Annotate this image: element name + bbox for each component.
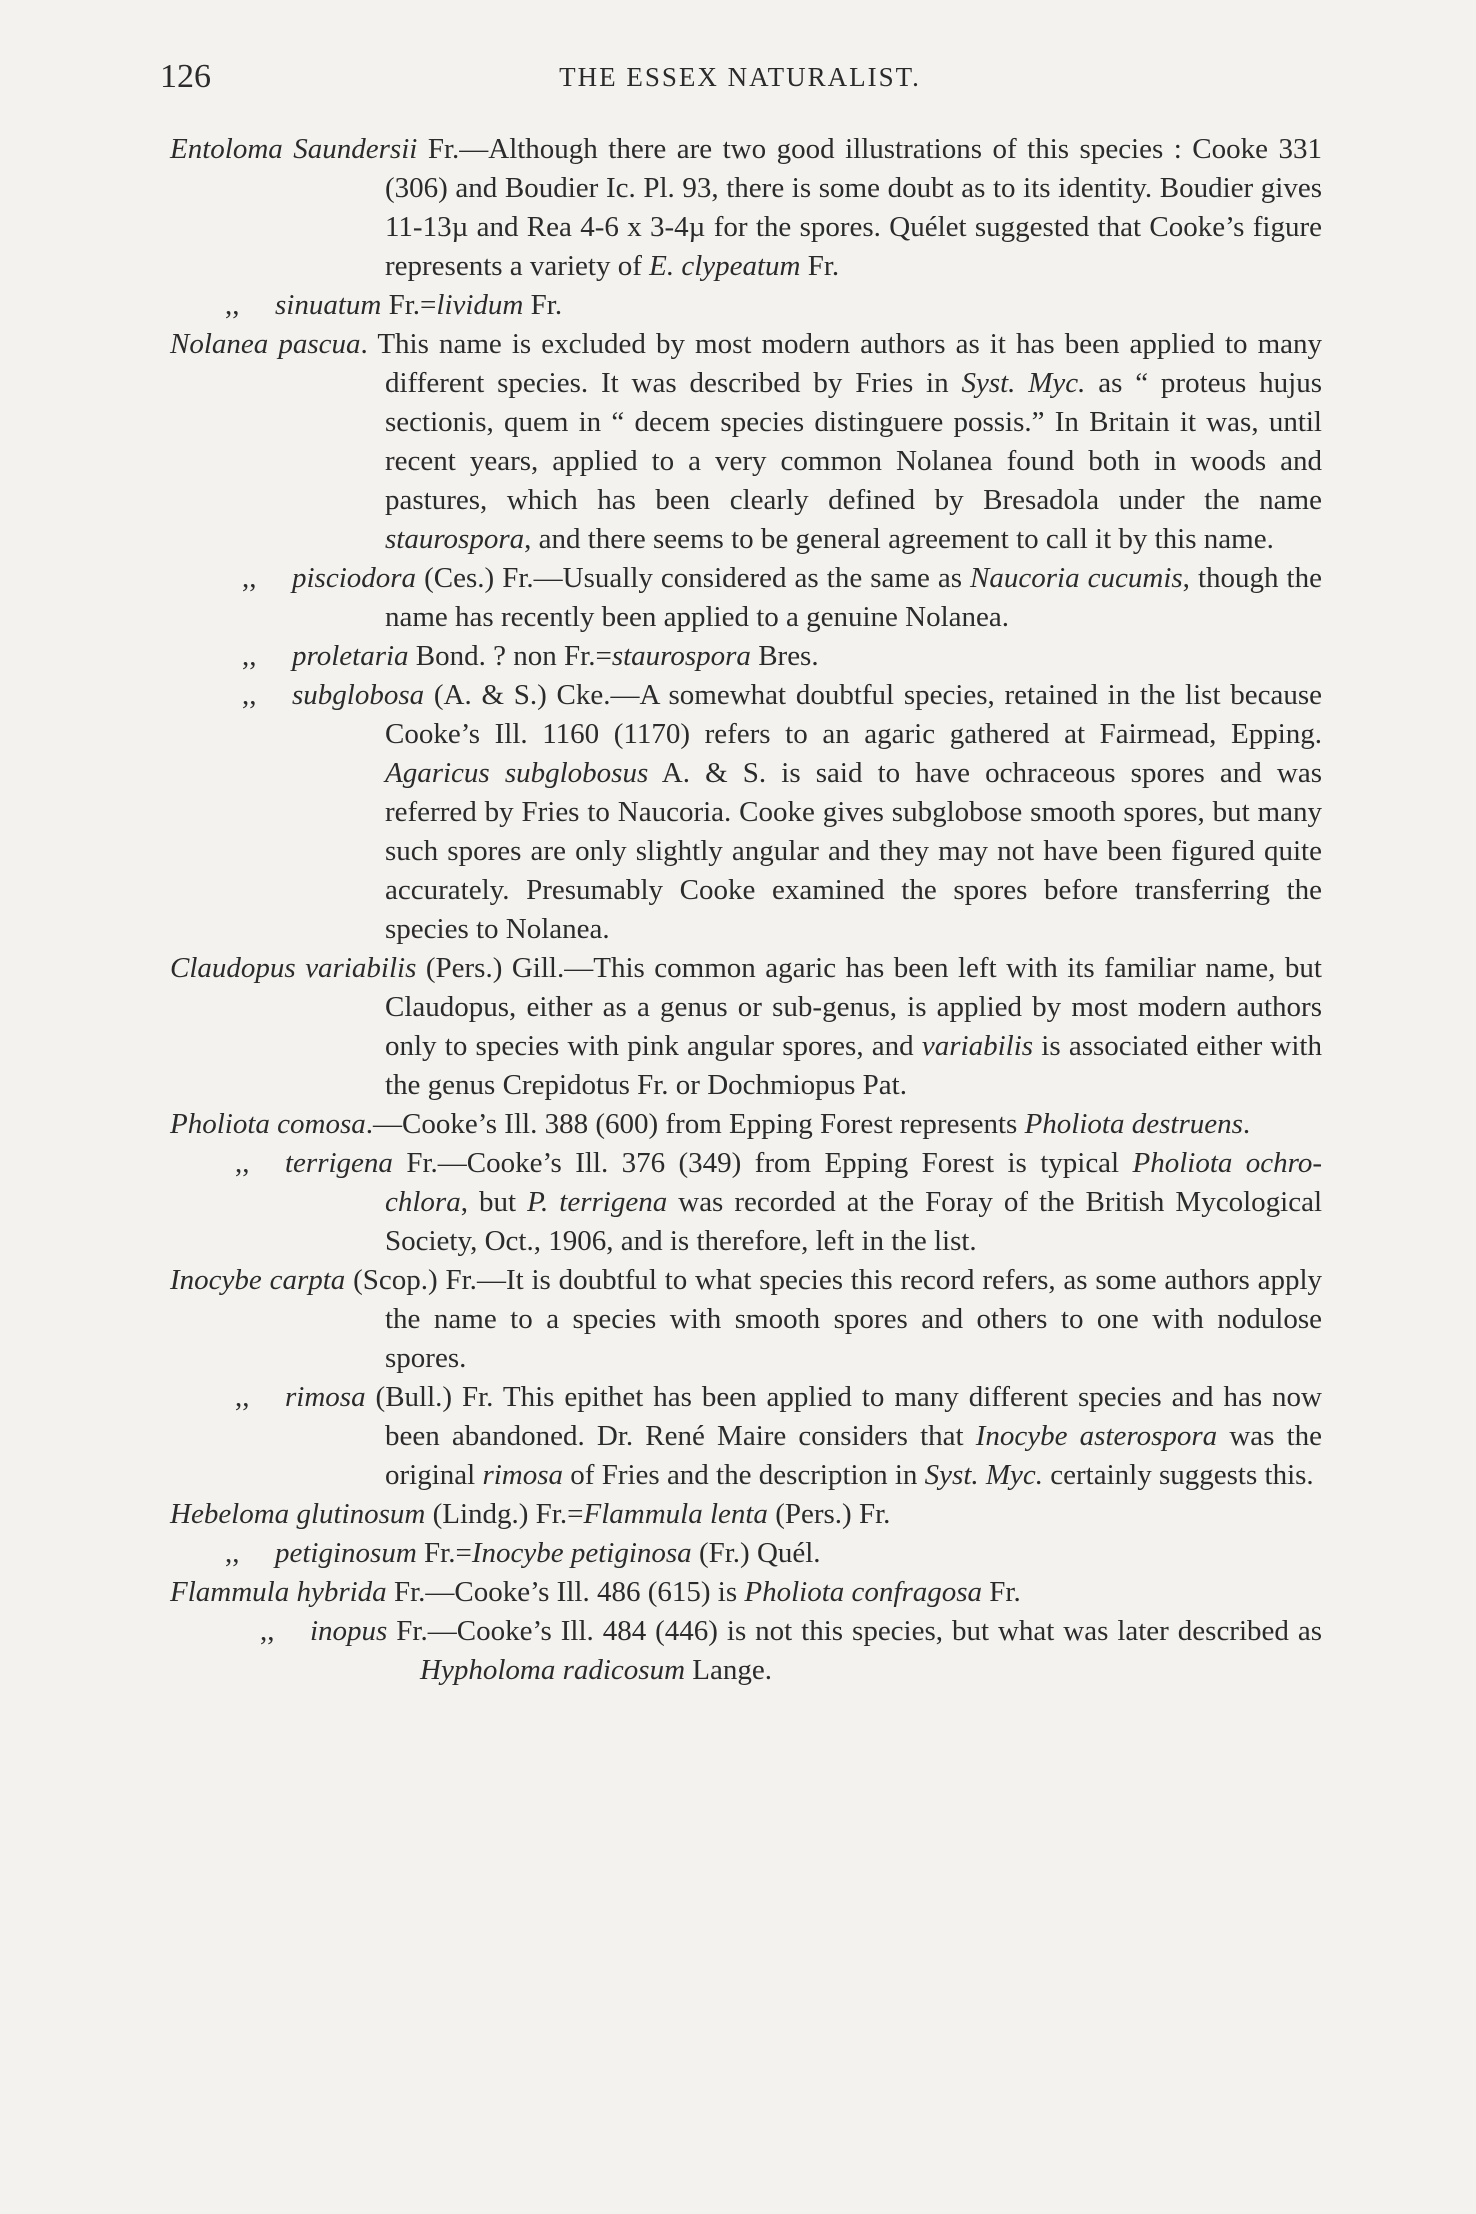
entry-pholiota-comosa <box>170 1105 1322 1144</box>
authority: (Scop.) Fr. <box>353 1264 477 1296</box>
authority: (Pers.) Gill. <box>425 952 565 984</box>
ditto-mark: ,, <box>242 562 257 594</box>
species-name: terrigena <box>285 1147 393 1179</box>
entry-claudopus-variabilis <box>170 949 1322 1105</box>
italic-name: Pholiota confragosa <box>744 1576 983 1608</box>
entry-text: —Although there are two good illustrations of this species : Cooke 331 (306) and Boudier Ic. Pl. 93, there is some doubt as to its identity. Boudier gives 11-13µ and Rea 4-6 x 3-4µ for the spores. Quélet suggested that Cooke’s figure represents a variety of <box>385 133 1322 282</box>
italic-name: Naucoria cucumis <box>970 562 1183 594</box>
entry-text: Fr. <box>523 289 563 321</box>
genus-name: Inocybe <box>170 1264 262 1296</box>
species-name: Saundersii <box>293 133 418 165</box>
entry-text: = <box>595 640 612 672</box>
species-name: pisciodora <box>292 562 417 594</box>
entry-entoloma-saundersii <box>170 130 1322 286</box>
entry-text: = <box>567 1498 584 1530</box>
italic-name: Pholiota ochro-chlora <box>385 1147 1323 1218</box>
italic-name: Pholiota destruens <box>1024 1108 1243 1140</box>
italic-name: Hypholoma radicosum <box>420 1654 686 1686</box>
entry-text: .—Cooke’s Ill. 388 (600) from Epping Forest represents <box>365 1108 1025 1140</box>
ditto-mark: ,, <box>260 1615 275 1647</box>
entry-nolanea-pascua <box>170 325 1322 559</box>
entry-text: . <box>1242 1108 1251 1140</box>
italic-name: Agaricus subglobosus <box>385 757 649 789</box>
species-name: proletaria <box>292 640 409 672</box>
authority: Fr. <box>406 1147 438 1179</box>
authority: Fr. <box>396 1615 428 1647</box>
entry-text: , though the name has recently been applied to a genuine Nolanea. <box>385 562 1322 633</box>
italic-name: staurospora <box>611 640 751 672</box>
entry-text: —Cooke’s Ill. 376 (349) from Epping Forest is typical <box>437 1147 1133 1179</box>
italic-name: staurospora <box>385 523 525 555</box>
species-name: rimosa <box>285 1381 366 1413</box>
entry-entoloma-sinuatum <box>170 286 1322 325</box>
species-name: inopus <box>310 1615 388 1647</box>
italic-name: rimosa <box>482 1459 564 1491</box>
authority: (Ces.) Fr. <box>424 562 534 594</box>
entry-text: —Cooke’s Ill. 484 (446) is not this species, but what was later described as <box>427 1615 1322 1647</box>
entry-text: A. & S. is said to have ochraceous spores and was referred by Fries to Naucoria. Cooke gives subglobose smooth spores, but many such spores are only slightly angular and they may not have been figured quite accurately. Presumably Cooke examined the spores before transferring the species to Nolanea. <box>385 757 1322 945</box>
entry-text: This epithet has been applied to many different species and has now been abandoned. Dr. René Maire considers that <box>385 1381 1322 1452</box>
entry-text: (Pers.) Fr. <box>767 1498 891 1530</box>
ditto-mark: ,, <box>235 1147 250 1179</box>
authority: Bond. ? non Fr. <box>415 640 596 672</box>
genus-name: Nolanea <box>170 328 269 360</box>
entry-text: —Cooke’s Ill. 486 (615) is <box>425 1576 745 1608</box>
species-name: subglobosa <box>292 679 425 711</box>
page-number: 126 <box>160 58 211 95</box>
authority: (A. & S.) Cke. <box>433 679 611 711</box>
entry-text: is associated either with the genus Crepidotus Fr. or Dochmiopus Pat. <box>385 1030 1322 1101</box>
species-name: carpta <box>269 1264 346 1296</box>
italic-name: variabilis <box>921 1030 1034 1062</box>
authority: (Lindg.) Fr. <box>432 1498 568 1530</box>
italic-name: Inocybe asterospora <box>975 1420 1218 1452</box>
entry-inocybe-carpta <box>170 1261 1322 1378</box>
entry-text: —This common agaric has been left with its familiar name, but Claudopus, either as a genus or sub-genus, is applied by most modern authors only to species with pink angular spores, and <box>385 952 1322 1062</box>
entry-nolanea-pisciodora <box>170 559 1322 637</box>
entry-text: as “ proteus hujus sectionis, quem in “ decem species distinguere possis.” In Britain it was, until recent years, applied to a very common Nolanea found both in woods and pastures, which has been clearly defined by Bresadola under the name <box>385 367 1322 516</box>
entry-inocybe-rimosa <box>170 1378 1322 1495</box>
entry-text: , but <box>460 1186 528 1218</box>
italic-name: P. terrigena <box>527 1186 668 1218</box>
entry-hebeloma-glutinosum <box>170 1495 1322 1534</box>
authority: Fr. <box>424 1537 456 1569</box>
italic-name: E. clypeatum <box>649 250 801 282</box>
genus-name: Hebeloma <box>170 1498 290 1530</box>
entry-text: certainly suggests this. <box>1043 1459 1314 1491</box>
ditto-mark: ,, <box>235 1381 250 1413</box>
running-title: THE ESSEX NATURALIST. <box>559 62 921 92</box>
genus-name: Pholiota <box>170 1108 270 1140</box>
italic-name: lividum <box>436 289 524 321</box>
entry-text: —A somewhat doubtful species, retained in the list because Cooke’s Ill. 1160 (1170) refers to an agaric gathered at Fairmead, Epping. <box>385 679 1323 750</box>
text-body <box>170 130 1322 1690</box>
italic-name: Inocybe petiginosa <box>471 1537 692 1569</box>
entry-flammula-hybrida <box>170 1573 1322 1612</box>
species-name: comosa <box>277 1108 366 1140</box>
species-name: variabilis <box>305 952 417 984</box>
genus-name: Entoloma <box>170 133 283 165</box>
entry-text: was recorded at the Foray of the British Mycological Society, Oct., 1906, and is therefore, left in the list. <box>385 1186 1322 1257</box>
entry-text: was the original <box>385 1420 1322 1491</box>
page-header <box>160 58 1320 108</box>
entry-text: —It is doubtful to what species this record refers, as some authors apply the name to a species with smooth spores and others to one with nodulose spores. <box>385 1264 1323 1374</box>
entry-text: (Fr.) Quél. <box>691 1537 821 1569</box>
entry-text: Bres. <box>750 640 819 672</box>
entry-text: Fr. <box>982 1576 1021 1608</box>
entry-text: = <box>455 1537 472 1569</box>
entry-nolanea-subglobosa <box>170 676 1322 949</box>
entry-nolanea-proletaria <box>170 637 1322 676</box>
entry-pholiota-terrigena <box>170 1144 1322 1261</box>
genus-name: Flammula <box>170 1576 290 1608</box>
genus-name: Claudopus <box>170 952 296 984</box>
entry-text: Fr. <box>800 250 840 282</box>
entry-text: of Fries and the description in <box>563 1459 925 1491</box>
authority: Fr. <box>427 133 460 165</box>
entry-text: . This name is excluded by most modern authors as it has been applied to many different species. It was described by Fries in <box>360 328 1322 399</box>
italic-name: Flammula lenta <box>583 1498 768 1530</box>
authority: Fr. <box>388 289 421 321</box>
entry-flammula-inopus <box>170 1612 1322 1690</box>
italic-name: Syst. Myc. <box>961 367 1086 399</box>
species-name: petiginosum <box>275 1537 417 1569</box>
italic-name: Syst. Myc. <box>924 1459 1044 1491</box>
authority: Fr. <box>393 1576 426 1608</box>
species-name: hybrida <box>296 1576 387 1608</box>
ditto-mark: ,, <box>242 679 257 711</box>
ditto-mark: ,, <box>242 640 257 672</box>
ditto-mark: ,, <box>225 289 240 321</box>
entry-text: , and there seems to be general agreement to call it by this name. <box>524 523 1274 555</box>
species-name: pascua <box>278 328 361 360</box>
entry-hebeloma-petiginosum <box>170 1534 1322 1573</box>
species-name: glutinosum <box>296 1498 426 1530</box>
authority: (Bull.) Fr. <box>375 1381 494 1413</box>
entry-text: —Usually considered as the same as <box>533 562 971 594</box>
entry-text: = <box>420 289 437 321</box>
species-name: sinuatum <box>275 289 382 321</box>
entry-text: Lange. <box>685 1654 772 1686</box>
ditto-mark: ,, <box>225 1537 240 1569</box>
